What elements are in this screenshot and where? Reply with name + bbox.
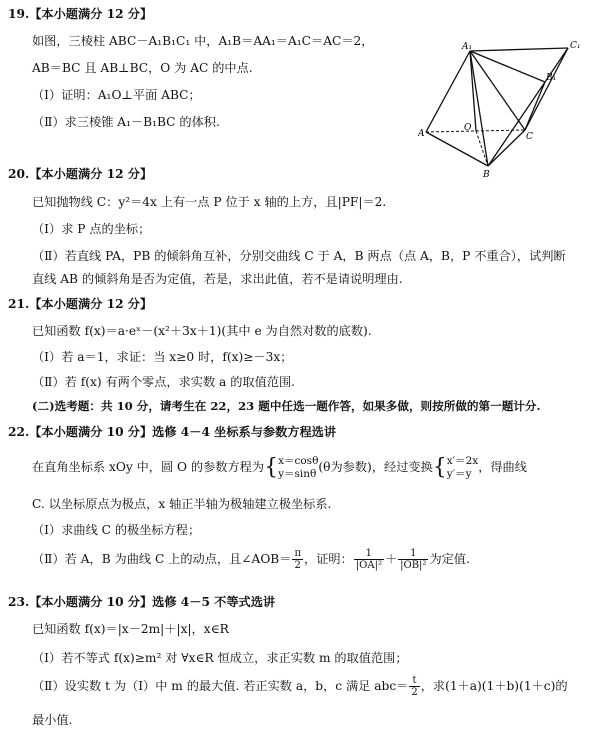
equation-y-prime: y′＝y bbox=[446, 467, 472, 480]
left-brace: { bbox=[264, 454, 279, 480]
problem-23-question-2 bbox=[32, 671, 568, 701]
problem-22-question-1: （Ⅰ）求曲线 C 的极坐标方程； bbox=[32, 523, 201, 537]
text-segment: ，证明： bbox=[304, 552, 353, 566]
prism-figure bbox=[418, 38, 590, 178]
t-fraction bbox=[409, 675, 419, 698]
label-b: B bbox=[483, 170, 490, 178]
prism-diagram bbox=[418, 38, 590, 178]
problem-19-line-2: AB＝BC 且 AB⊥BC，O 为 AC 的中点. bbox=[32, 61, 253, 75]
plus-sign: ＋ bbox=[384, 552, 398, 566]
problem-number: 21. bbox=[8, 297, 30, 311]
label-b1: B₁ bbox=[546, 73, 557, 83]
problem-19-line-1: 如图，三棱柱 ABC－A₁B₁C₁ 中，A₁B＝AA₁＝A₁C＝AC＝2， bbox=[32, 34, 374, 48]
text-segment: （Ⅱ）设实数 t 为（Ⅰ）中 m 的最大值. 若正实数 a，b，c 满足 abc＝ bbox=[32, 679, 409, 693]
problem-19-header bbox=[8, 6, 152, 22]
edge-ab bbox=[426, 132, 488, 166]
edge-a1c1 bbox=[470, 48, 568, 51]
problem-19-question-2: （Ⅱ）求三棱锥 A₁－B₁BC 的体积. bbox=[32, 115, 220, 129]
fraction-numerator: 1 bbox=[354, 548, 384, 560]
edge-a1o bbox=[470, 51, 476, 131]
elective-note: (二)选考题：共 10 分，请考生在 22，23 题中任选一题作答，如果多做，则按所做的第一题计分. bbox=[32, 399, 541, 413]
text-segment: (θ为参数)，经过变换 bbox=[318, 460, 433, 474]
edge-b1b bbox=[488, 82, 545, 166]
equation-y: y＝sinθ bbox=[278, 467, 317, 480]
problem-21-line-1: 已知函数 f(x)＝a·eˣ－(x²＋3x＋1)(其中 e 为自然对数的底数). bbox=[32, 324, 372, 338]
problem-score: 【本小题满分 10 分】选修 4－4 坐标系与参数方程选讲 bbox=[29, 425, 337, 439]
problem-number: 19. bbox=[8, 7, 30, 21]
label-c: C bbox=[526, 132, 533, 142]
transform-system bbox=[447, 455, 478, 481]
problem-21-header bbox=[8, 296, 152, 312]
problem-20-header bbox=[8, 166, 152, 182]
edge-c1c bbox=[525, 48, 568, 130]
problem-20-question-2: （Ⅱ）若直线 PA，PB 的倾斜角互补，分别交曲线 C 于 A，B 两点（点 A，B，P 不重合），试判断 bbox=[32, 249, 566, 263]
problem-23-question-1: （Ⅰ）若不等式 f(x)≥m² 对 ∀x∈R 恒成立，求正实数 m 的取值范围； bbox=[32, 651, 408, 665]
fraction-oa bbox=[354, 548, 384, 571]
fraction-denominator: 2 bbox=[294, 560, 301, 571]
fraction-numerator: 1 bbox=[398, 548, 428, 560]
fraction-numerator: π bbox=[294, 548, 302, 559]
edge-a1a bbox=[426, 51, 470, 132]
problem-22-question-2 bbox=[32, 544, 470, 574]
problem-23-header bbox=[8, 594, 275, 610]
problem-20-question-2-cont: 直线 AB 的倾斜角是否为定值，若是，求出此值，若不是请说明理由. bbox=[32, 272, 403, 286]
problem-22-line-2: C. 以坐标原点为极点，x 轴正半轴为极轴建立极坐标系. bbox=[32, 497, 332, 511]
label-a1: A₁ bbox=[462, 42, 473, 52]
text-segment: ，求(1＋a)(1＋b)(1＋c)的 bbox=[420, 679, 568, 693]
fraction-denominator: 2 bbox=[411, 687, 418, 698]
fraction-denominator: |OA|² bbox=[355, 560, 382, 571]
problem-20-line-1: 已知抛物线 C：y²＝4x 上有一点 P 位于 x 轴的上方，且|PF|＝2. bbox=[32, 195, 387, 209]
label-a: A bbox=[418, 129, 425, 139]
parametric-system bbox=[278, 455, 318, 481]
edge-bc bbox=[488, 130, 525, 166]
problem-number: 22. bbox=[8, 425, 30, 439]
problem-22-header bbox=[8, 424, 336, 440]
fraction-numerator: t bbox=[409, 675, 419, 687]
angle-fraction bbox=[292, 548, 303, 571]
problem-score: 【本小题满分 12 分】 bbox=[29, 167, 153, 181]
problem-score: 【本小题满分 10 分】选修 4－5 不等式选讲 bbox=[29, 595, 276, 609]
text-segment: 在直角坐标系 xOy 中，圆 O 的参数方程为 bbox=[32, 460, 265, 474]
fraction-denominator: |OB|² bbox=[400, 560, 427, 571]
text-segment: （Ⅱ）若 A，B 为曲线 C 上的动点，且∠AOB＝ bbox=[32, 552, 292, 566]
problem-21-question-2: （Ⅱ）若 f(x) 有两个零点，求实数 a 的取值范围. bbox=[32, 375, 296, 389]
label-c1: C₁ bbox=[570, 41, 581, 51]
problem-19-question-1: （Ⅰ）证明：A₁O⊥平面 ABC； bbox=[32, 88, 201, 102]
label-o: O bbox=[464, 123, 472, 133]
edge-a1b bbox=[470, 51, 488, 166]
problem-20-question-1: （Ⅰ）求 P 点的坐标； bbox=[32, 222, 151, 236]
left-brace: { bbox=[432, 454, 447, 480]
problem-score: 【本小题满分 12 分】 bbox=[29, 7, 153, 21]
problem-23-line-1: 已知函数 f(x)＝|x－2m|＋|x|，x∈R bbox=[32, 622, 229, 636]
problem-score: 【本小题满分 12 分】 bbox=[29, 297, 153, 311]
fraction-ob bbox=[398, 548, 428, 571]
equation-x-prime: x′＝2x bbox=[446, 454, 479, 467]
problem-number: 20. bbox=[8, 167, 30, 181]
text-segment: ，得曲线 bbox=[478, 460, 527, 474]
problem-number: 23. bbox=[8, 595, 30, 609]
problem-23-question-2-cont: 最小值. bbox=[32, 713, 73, 727]
equation-x: x＝cosθ bbox=[278, 454, 319, 467]
text-segment: 为定值. bbox=[429, 552, 470, 566]
problem-21-question-1: （Ⅰ）若 a＝1，求证：当 x≥0 时，f(x)≥－3x； bbox=[32, 350, 293, 364]
problem-22-line-1 bbox=[32, 450, 527, 484]
